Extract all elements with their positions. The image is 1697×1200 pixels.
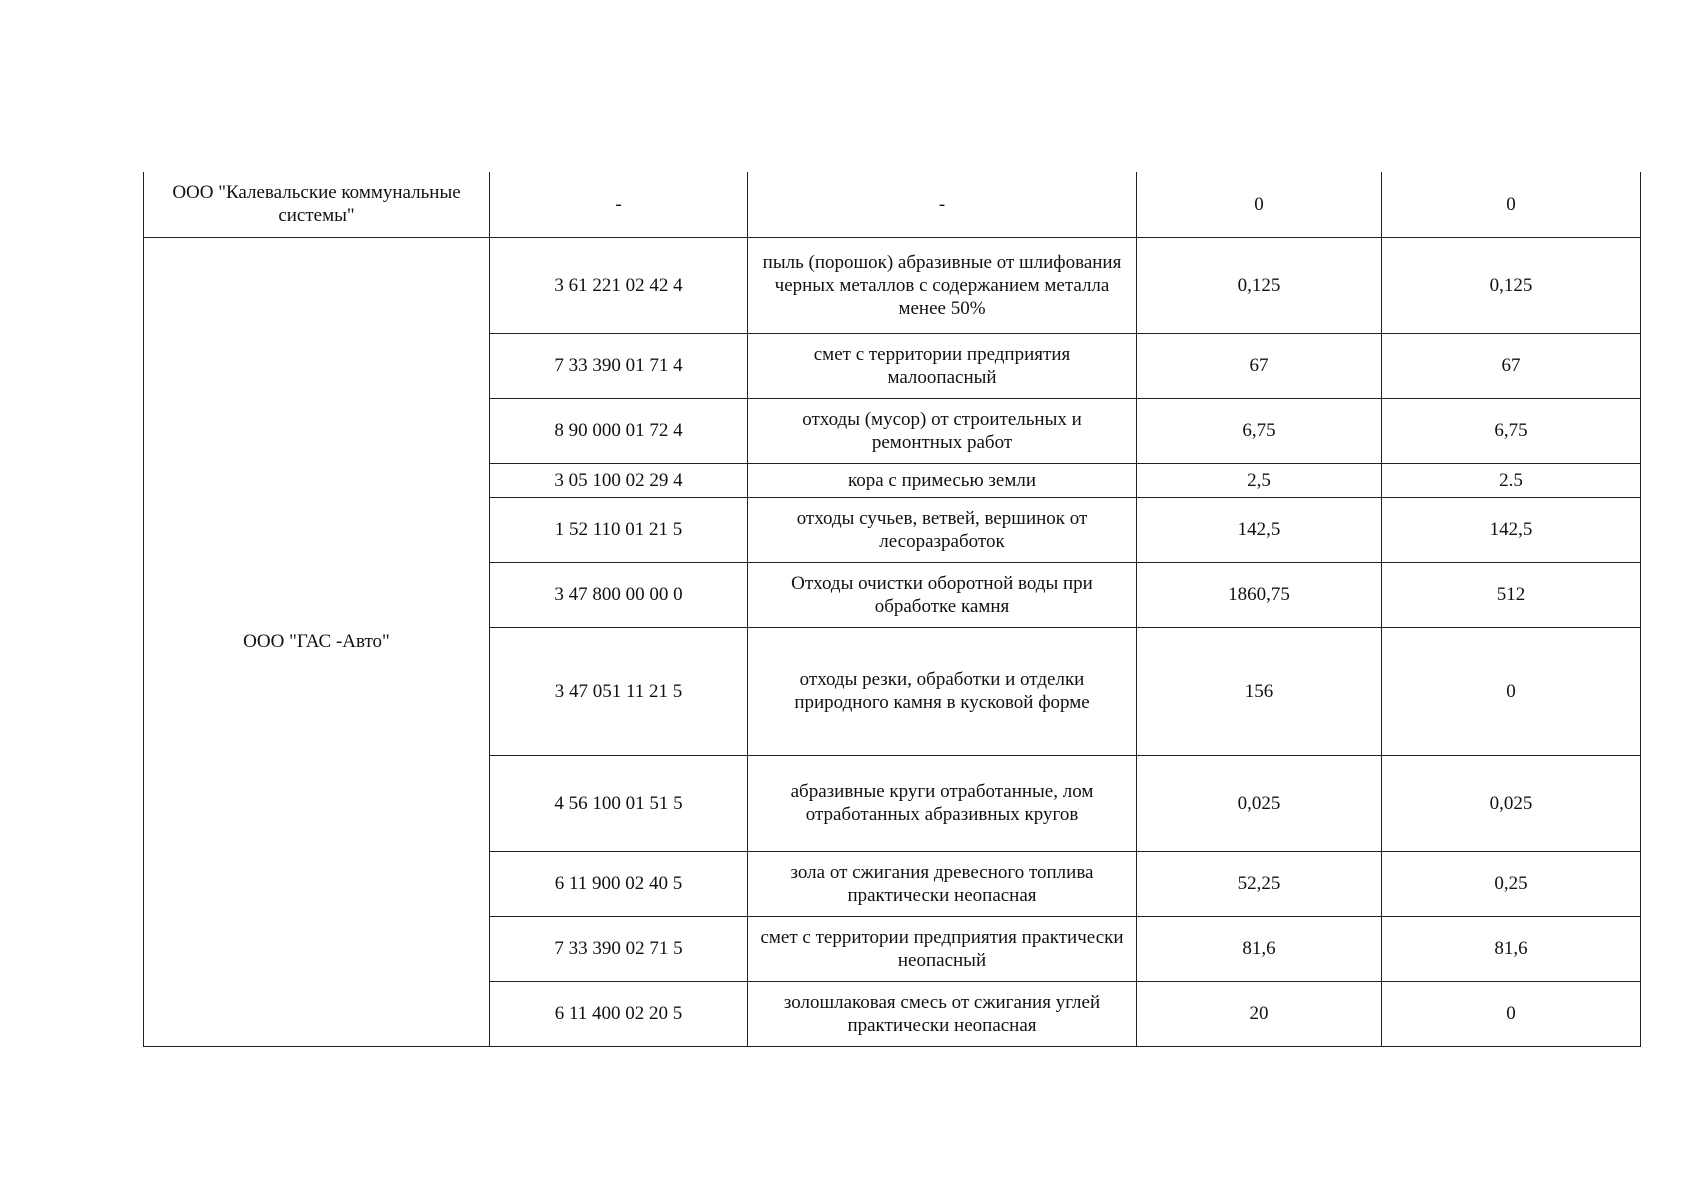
waste-name-cell: зола от сжигания древесного топлива практически неопасная: [748, 851, 1137, 916]
document-page: [143, 172, 1640, 1047]
waste-name-cell: отходы сучьев, ветвей, вершинок от лесоразработок: [748, 497, 1137, 562]
waste-table: [143, 172, 1641, 1047]
waste-code-cell: 3 47 051 11 21 5: [490, 627, 748, 755]
transferred-amount-cell: 0,125: [1382, 237, 1641, 333]
generated-amount-cell: 0,025: [1137, 755, 1382, 851]
transferred-amount-cell: 512: [1382, 562, 1641, 627]
organization-cell: ООО "ГАС -Авто": [144, 237, 490, 1046]
generated-amount-cell: 0: [1137, 172, 1382, 237]
waste-name-cell: смет с территории предприятия малоопасный: [748, 333, 1137, 398]
generated-amount-cell: 52,25: [1137, 851, 1382, 916]
waste-code-cell: 3 05 100 02 29 4: [490, 463, 748, 497]
waste-name-cell: кора с примесью земли: [748, 463, 1137, 497]
transferred-amount-cell: 6,75: [1382, 398, 1641, 463]
generated-amount-cell: 156: [1137, 627, 1382, 755]
transferred-amount-cell: 67: [1382, 333, 1641, 398]
transferred-amount-cell: 0: [1382, 981, 1641, 1046]
transferred-amount-cell: 0,025: [1382, 755, 1641, 851]
waste-code-cell: 8 90 000 01 72 4: [490, 398, 748, 463]
transferred-amount-cell: 0: [1382, 627, 1641, 755]
transferred-amount-cell: 2.5: [1382, 463, 1641, 497]
generated-amount-cell: 67: [1137, 333, 1382, 398]
generated-amount-cell: 0,125: [1137, 237, 1382, 333]
waste-name-cell: золошлаковая смесь от сжигания углей практически неопасная: [748, 981, 1137, 1046]
waste-name-cell: отходы (мусор) от строительных и ремонтных работ: [748, 398, 1137, 463]
generated-amount-cell: 81,6: [1137, 916, 1382, 981]
transferred-amount-cell: 81,6: [1382, 916, 1641, 981]
waste-code-cell: 7 33 390 01 71 4: [490, 333, 748, 398]
generated-amount-cell: 6,75: [1137, 398, 1382, 463]
waste-code-cell: -: [490, 172, 748, 237]
waste-name-cell: отходы резки, обработки и отделки природного камня в кусковой форме: [748, 627, 1137, 755]
generated-amount-cell: 20: [1137, 981, 1382, 1046]
waste-name-cell: смет с территории предприятия практически неопасный: [748, 916, 1137, 981]
organization-cell: ООО "Калевальские коммунальные системы": [144, 172, 490, 237]
generated-amount-cell: 2,5: [1137, 463, 1382, 497]
table-row: [144, 237, 1641, 333]
waste-code-cell: 7 33 390 02 71 5: [490, 916, 748, 981]
transferred-amount-cell: 0: [1382, 172, 1641, 237]
transferred-amount-cell: 0,25: [1382, 851, 1641, 916]
waste-name-cell: пыль (порошок) абразивные от шлифования черных металлов с содержанием металла менее 50%: [748, 237, 1137, 333]
waste-code-cell: 4 56 100 01 51 5: [490, 755, 748, 851]
transferred-amount-cell: 142,5: [1382, 497, 1641, 562]
waste-code-cell: 1 52 110 01 21 5: [490, 497, 748, 562]
waste-name-cell: Отходы очистки оборотной воды при обработке камня: [748, 562, 1137, 627]
generated-amount-cell: 142,5: [1137, 497, 1382, 562]
waste-name-cell: -: [748, 172, 1137, 237]
table-row: [144, 172, 1641, 237]
waste-code-cell: 3 47 800 00 00 0: [490, 562, 748, 627]
waste-name-cell: абразивные круги отработанные, лом отработанных абразивных кругов: [748, 755, 1137, 851]
waste-code-cell: 3 61 221 02 42 4: [490, 237, 748, 333]
generated-amount-cell: 1860,75: [1137, 562, 1382, 627]
waste-code-cell: 6 11 900 02 40 5: [490, 851, 748, 916]
waste-code-cell: 6 11 400 02 20 5: [490, 981, 748, 1046]
